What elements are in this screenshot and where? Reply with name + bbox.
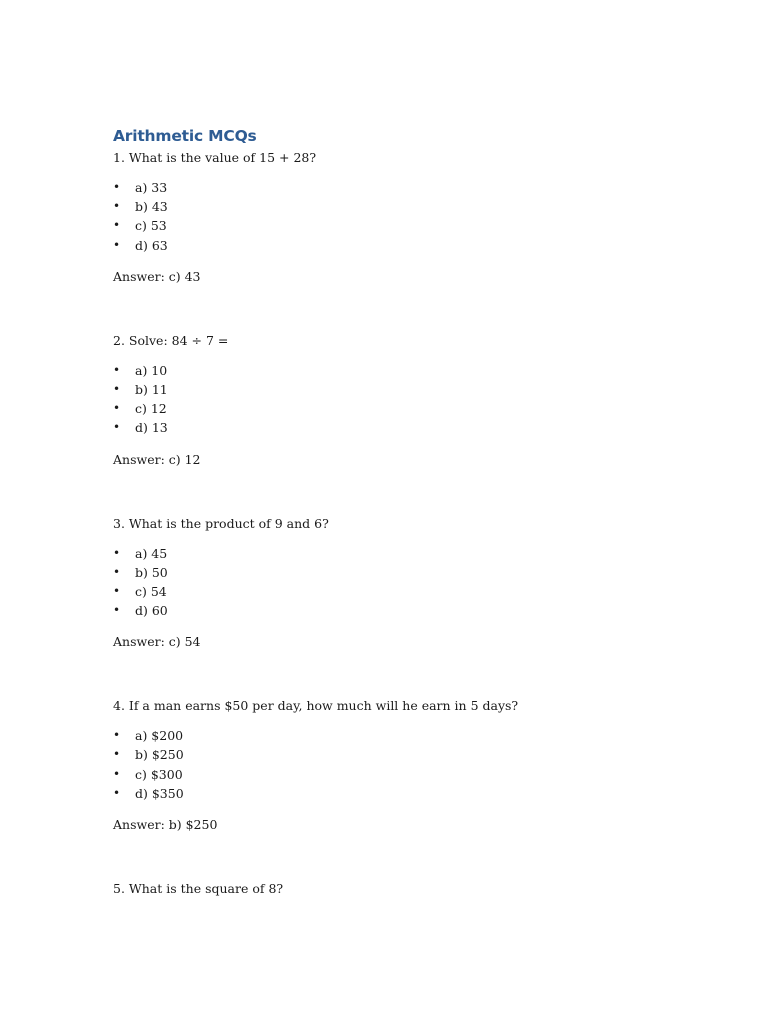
bullet-icon: • xyxy=(113,420,121,435)
list-item xyxy=(113,784,673,803)
list-item xyxy=(113,726,673,745)
list-item xyxy=(113,418,673,437)
list-item xyxy=(113,765,673,784)
bullet-icon: • xyxy=(113,564,121,579)
option-label: d) 60 xyxy=(135,603,168,619)
question-text: 3. What is the product of 9 and 6? xyxy=(113,515,329,531)
option-label: b) 11 xyxy=(135,381,168,397)
option-label: a) 45 xyxy=(135,545,168,561)
bullet-icon: • xyxy=(113,180,121,194)
spacer xyxy=(113,287,673,331)
answer-text: Answer: c) 54 xyxy=(113,634,201,650)
document-page xyxy=(113,124,673,899)
spacer xyxy=(113,470,673,514)
options-list xyxy=(113,726,673,803)
bullet-icon: • xyxy=(113,747,121,762)
option-label: b) 43 xyxy=(135,199,168,215)
bullet-icon: • xyxy=(113,728,121,743)
list-item xyxy=(113,399,673,418)
bullet-icon: • xyxy=(113,766,121,781)
options-list xyxy=(113,544,673,621)
list-item xyxy=(113,745,673,764)
list-item xyxy=(113,216,673,235)
option-label: d) 13 xyxy=(135,420,168,436)
answer-text: Answer: c) 43 xyxy=(113,268,201,284)
option-label: c) 12 xyxy=(135,401,167,417)
list-item xyxy=(113,601,673,620)
bullet-icon: • xyxy=(113,785,121,800)
option-label: c) 54 xyxy=(135,583,167,599)
list-item xyxy=(113,582,673,601)
question-text: 5. What is the square of 8? xyxy=(113,881,284,896)
bullet-icon: • xyxy=(113,362,121,377)
question-block xyxy=(113,879,673,899)
list-item xyxy=(113,544,673,563)
options-list xyxy=(113,178,673,255)
list-item xyxy=(113,563,673,582)
option-label: c) 53 xyxy=(135,218,167,234)
options-list xyxy=(113,361,673,438)
bullet-icon: • xyxy=(113,545,121,560)
option-label: b) 50 xyxy=(135,564,168,580)
question-text: 4. If a man earns $50 per day, how much will he earn in 5 days? xyxy=(113,698,519,714)
answer-text: Answer: b) $250 xyxy=(113,817,218,832)
list-item xyxy=(113,197,673,216)
list-item xyxy=(113,380,673,399)
question-text: 2. Solve: 84 ÷ 7 = xyxy=(113,332,229,348)
bullet-icon: • xyxy=(113,218,121,233)
option-label: d) 63 xyxy=(135,237,168,253)
option-label: a) 10 xyxy=(135,362,168,378)
option-label: a) 33 xyxy=(135,180,168,195)
document-title: Arithmetic MCQs xyxy=(113,127,257,145)
question-block xyxy=(113,514,673,653)
bullet-icon: • xyxy=(113,583,121,598)
bullet-icon: • xyxy=(113,237,121,252)
spacer xyxy=(113,652,673,696)
bullet-icon: • xyxy=(113,603,121,618)
question-text: 1. What is the value of 15 + 28? xyxy=(113,150,317,165)
option-label: a) $200 xyxy=(135,728,184,744)
bullet-icon: • xyxy=(113,381,121,396)
list-item xyxy=(113,361,673,380)
option-label: b) $250 xyxy=(135,747,184,763)
question-block xyxy=(113,696,673,835)
bullet-icon: • xyxy=(113,199,121,214)
question-block xyxy=(113,148,673,287)
list-item xyxy=(113,236,673,255)
question-block xyxy=(113,331,673,470)
bullet-icon: • xyxy=(113,401,121,416)
option-label: c) $300 xyxy=(135,766,183,782)
spacer xyxy=(113,835,673,879)
option-label: d) $350 xyxy=(135,785,184,801)
answer-text: Answer: c) 12 xyxy=(113,451,201,467)
list-item xyxy=(113,178,673,197)
